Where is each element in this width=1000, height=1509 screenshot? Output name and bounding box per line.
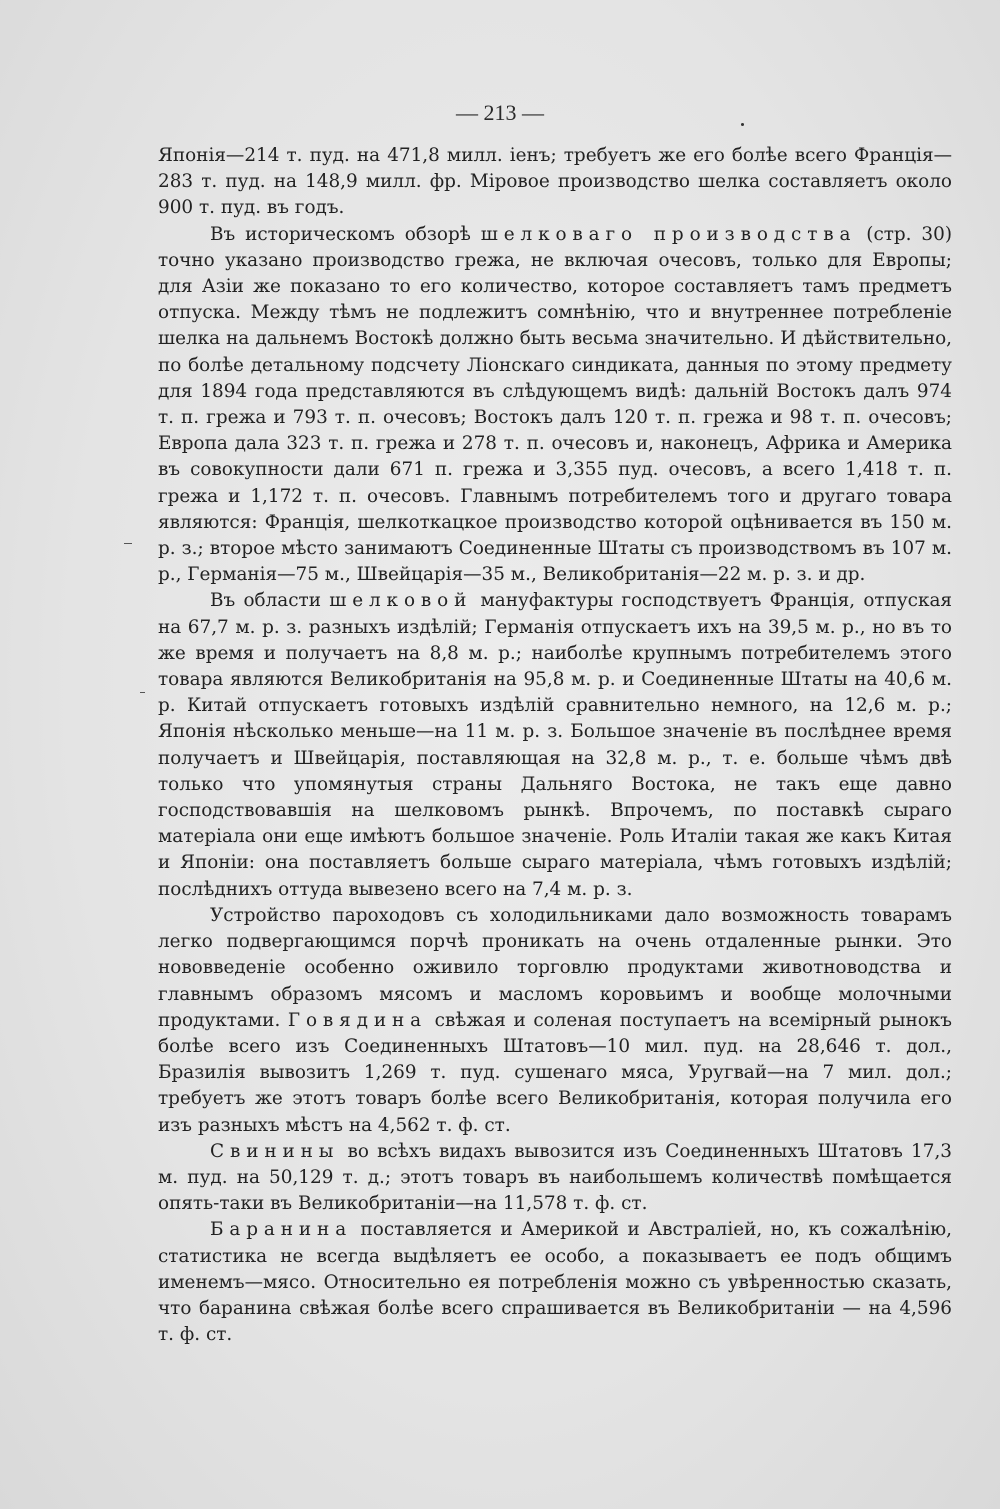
paragraph-text: (стр. 30) точно указано производство грежа, не включая очесовъ, только для Европы; для Азіи же показано то его количество, которое составляетъ тамъ предметъ отпуска. Между тѣмъ не подлежитъ сомнѣнію, что и внутреннее потребленіе шелка на дальнемъ Востокѣ должно быть весьма значительно. И дѣйствительно, по болѣе детальному подсчету Ліонскаго синдиката, данныя по этому предмету для 1894 года представляются въ слѣдующемъ видѣ: дальній Востокъ далъ 974 т. п. грежа и 793 т. п. очесовъ; Востокъ далъ 120 т. п. грежа и 98 т. п. очесовъ; Европа дала 323 т. п. грежа и 278 т. п. очесовъ и, наконецъ, Африка и Америка въ совокупности дали 671 п. грежа и 3,355 пуд. очесовъ, а всего 1,418 т. п. грежа и 1,172 т. п. очесовъ. Главнымъ потребителемъ того и другаго товара являются: Франція, шелкоткацкое производство которой оцѣнивается въ 150 м. р. з.; второе мѣсто занимаютъ Соединенные Штаты съ производствомъ въ 107 м. р., Германія—75 м., Швейцарія—35 м., Великобританія—22 м. р. з. и др. — [158, 223, 952, 586]
paragraph-text: мануфактуры господствуетъ Франція, отпуская на 67,7 м. р. з. разныхъ издѣлій; Германія отпускаетъ ихъ на 39,5 м. р., но въ то же время и получаетъ на 8,8 м. р.; наиболѣе крупнымъ потребителемъ этого товара являются Великобританія на 95,8 м. р. и Соединенные Штаты на 40,6 м. р. Китай отпускаетъ готовыхъ издѣлій сравнительно немного, на 12,6 м. р.; Японія нѣсколько меньше—на 11 м. р. з. Большое значеніе въ послѣднее время получаетъ и Швейцарія, поставляющая на 32,8 м. р., т. е. больше чѣмъ двѣ только что упомянутыя страны Дальняго Востока, не такъ еще давно господствовавшія на шелковомъ рынкѣ. Впрочемъ, по поставкѣ сыраго матеріала они еще имѣютъ большое значеніе. Роль Италіи такая же какъ Китая и Японіи: она поставляетъ больше сыраго матеріала, чѣмъ готовыхъ издѣлій; послѣднихъ оттуда вывезено всего на 7,4 м. р. з. — [158, 590, 953, 900]
spaced-emphasis-text: Свинины — [210, 1140, 340, 1162]
paragraph-text: Японія—214 т. пуд. на 471,8 милл. іенъ; требуетъ же его болѣе всего Франція— 283 т. пуд. на 148,9 милл. фр. Міровое производство шелка составляетъ около 900 т. пуд. въ годъ. — [158, 145, 952, 219]
margin-mark — [140, 692, 145, 693]
paragraph-text: Въ историческомъ обзорѣ — [210, 223, 481, 245]
paragraph — [158, 143, 952, 222]
spaced-emphasis-text: шелковаго производства — [480, 223, 857, 245]
paragraph-text: свѣжая и соленая поступаетъ на всемірный рынокъ болѣе всего изъ Соединенныхъ Штатовъ—10 мил. пуд. на 28,646 т. дол., Бразилія вывозитъ 1,269 т. пуд. сушенаго мяса, Уругвай—на 7 мил. дол.; требуетъ же этотъ товаръ болѣе всего Великобританія, которая получила его изъ разныхъ мѣстъ на 4,562 т. ф. ст. — [158, 1009, 952, 1136]
paragraph — [158, 1217, 952, 1348]
paragraph-text: поставляется и Америкой и Австраліей, но, къ сожалѣнію, статистика не всегда выдѣляетъ ее особо, а показываетъ ее подъ общимъ именемъ—мясо. Относительно ея потребленія можно съ увѣренностью сказать, что баранина свѣжая болѣе всего спрашивается въ Великобританіи — на 4,596 т. ф. ст. — [158, 1219, 952, 1346]
paragraph-text: Устройство пароходовъ съ холодильниками дало возможность товарамъ легко подвергающимся порчѣ проникать на очень отдаленные рынки. Это нововведеніе особенно оживило торговлю продуктами животноводства и главнымъ образомъ мясомъ и масломъ коровьимъ и вообще молочными продуктами. — [158, 904, 952, 1031]
paragraph-text: Въ области — [210, 590, 330, 612]
page-number: — 213 — — [456, 100, 544, 125]
margin-mark — [124, 543, 132, 544]
spaced-emphasis-text: шелковой — [329, 590, 473, 612]
spaced-emphasis-text: Баранина — [210, 1219, 353, 1241]
body-text — [158, 143, 952, 1348]
paragraph — [158, 588, 952, 902]
paragraph — [158, 903, 952, 1139]
spaced-emphasis-text: Говядина — [287, 1009, 428, 1031]
paragraph — [158, 222, 952, 589]
paragraph-text: во всѣхъ видахъ вывозится изъ Соединенныхъ Штатовъ 17,3 м. пуд. на 50,129 т. д.; этотъ товаръ въ наибольшемъ количествѣ помѣщается опять-таки въ Великобританіи—на 11,578 т. ф. ст. — [158, 1140, 952, 1215]
paragraph — [158, 1139, 952, 1218]
